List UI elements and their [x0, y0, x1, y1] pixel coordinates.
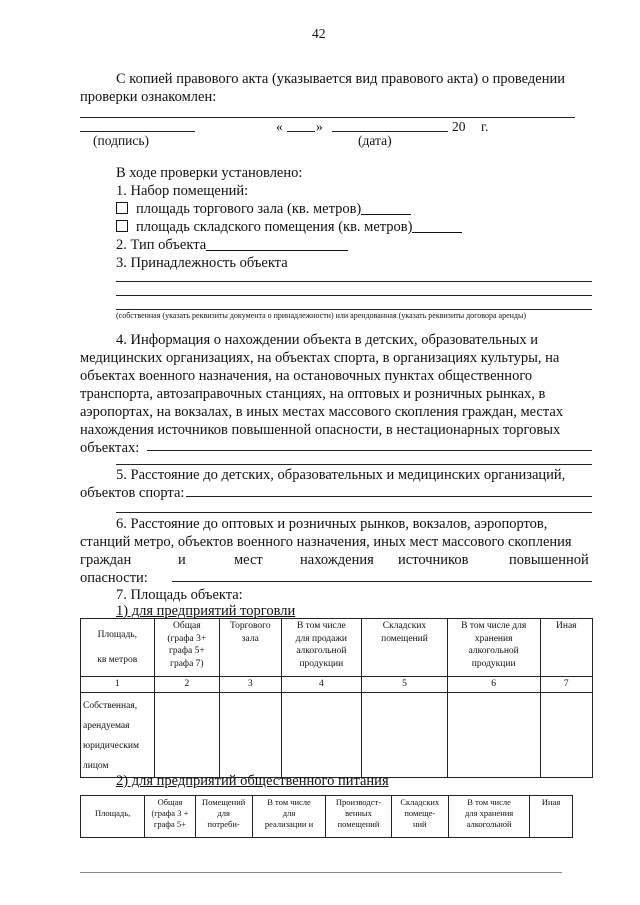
item4-line-6: нахождения источников повышенной опасности, в нестационарных торговых: [80, 422, 561, 438]
date-label: (дата): [358, 133, 392, 148]
item4-line-1: 4. Информация о нахождении объекта в детских, образовательных и: [116, 332, 538, 348]
sales-area-checkbox[interactable]: [116, 202, 128, 214]
header-cell: В том числе для реализации и: [252, 796, 326, 838]
item4-line-4: транспорта, автозаправочных станциях, на оптовых и розничных рынках, в: [80, 386, 546, 402]
ownership-note: (собственная (указать реквизиты документа о принадлежности) или арендованная (указать реквизиты договора аренды): [116, 311, 527, 320]
item4-line-7: объектах:: [80, 440, 140, 456]
table-cell[interactable]: [154, 692, 220, 777]
item4-line-5: аэропортах, на вокзалах, в иных местах массового скопления граждан, местах: [80, 404, 564, 420]
day-line: [287, 131, 315, 132]
findings-item-2: 2. Тип объекта: [116, 237, 207, 253]
item6-line-4: опасности:: [80, 570, 148, 586]
item6-line-3d: нахождения: [300, 552, 374, 568]
page-number: 42: [312, 26, 326, 41]
column-number: 1: [81, 677, 155, 693]
header-cell: Помещений для потреби-: [195, 796, 252, 838]
table-header-row: [81, 796, 573, 838]
year-prefix: 20: [452, 119, 466, 134]
item7-sub-2-text: 2) для предприятий общественного питания: [116, 773, 389, 789]
acquaint-fill-line: [80, 117, 575, 118]
item4-field-line-1[interactable]: [147, 450, 592, 451]
header-cell: Площадь, кв метров: [81, 619, 155, 677]
item4-field-line-2[interactable]: [116, 464, 592, 465]
ownership-line-1: [116, 281, 592, 282]
table-cell[interactable]: [220, 692, 281, 777]
month-line: [332, 131, 448, 132]
header-cell: Производст- венных помещений: [326, 796, 391, 838]
item6-line-2: станций метро, объектов военного назначения, иных мест массового скопления: [80, 534, 572, 550]
checkbox-row-1: [116, 201, 411, 217]
table-cell[interactable]: [281, 692, 362, 777]
column-number: 2: [154, 677, 220, 693]
storage-area-checkbox[interactable]: [116, 220, 128, 232]
catering-area-table: [80, 795, 573, 838]
item4-line-3: объектах военного назначения, на остановочных пунктах общественного: [80, 368, 533, 384]
item6-line-3f: повышенной: [509, 552, 589, 568]
footer-divider: [80, 872, 562, 873]
header-cell: Площадь,: [81, 796, 145, 838]
item5-line-1: 5. Расстояние до детских, образовательных и медицинских организаций,: [116, 467, 566, 483]
storage-area-field[interactable]: [412, 219, 462, 233]
item7-sub-2: [116, 773, 389, 789]
findings-item-3: 3. Принадлежность объекта: [116, 255, 288, 271]
findings-intro: В ходе проверки установлено:: [116, 165, 303, 181]
item6-field-line[interactable]: [172, 581, 592, 582]
column-number: 3: [220, 677, 281, 693]
header-cell: Иная: [530, 796, 573, 838]
item6-line-3e: источников: [398, 552, 469, 568]
quote-open: «: [276, 119, 283, 134]
quote-close: »: [316, 119, 323, 134]
item7-title: 7. Площадь объекта:: [116, 587, 243, 603]
header-cell: Общая (графа 3 + графа 5+: [145, 796, 196, 838]
header-cell: Общая (графа 3+ графа 5+ графа 7): [154, 619, 220, 677]
header-cell: Складских помеще- ний: [391, 796, 448, 838]
acquaint-line-2: проверки ознакомлен:: [80, 89, 217, 105]
acquaint-line-1: С копией правового акта (указывается вид правового акта) о проведении: [116, 71, 565, 87]
findings-item-1: 1. Набор помещений:: [116, 183, 249, 199]
sales-area-field[interactable]: [361, 201, 411, 215]
checkbox-row-2: [116, 219, 462, 235]
header-cell: В том числе для хранения алкогольной продукции: [447, 619, 540, 677]
item7-sub-1-text: 1) для предприятий торговли: [116, 603, 296, 619]
ownership-line-3: [116, 309, 592, 310]
findings-item-2-row: [116, 237, 348, 253]
item6-line-3b: и: [178, 552, 186, 568]
header-cell: В том числе для хранения алкогольной: [448, 796, 529, 838]
column-number: 7: [540, 677, 592, 693]
table-cell[interactable]: [447, 692, 540, 777]
sales-area-label: площадь торгового зала (кв. метров): [136, 201, 362, 217]
signature-label: (подпись): [93, 133, 150, 148]
item6-line-3a: граждан: [80, 552, 132, 568]
table-cell[interactable]: [540, 692, 592, 777]
item6-line-3c: мест: [234, 552, 263, 568]
item7-sub-1: [116, 603, 295, 619]
signature-line: [80, 131, 195, 132]
column-number: 4: [281, 677, 362, 693]
item6-line-1: 6. Расстояние до оптовых и розничных рынков, вокзалов, аэропортов,: [116, 516, 548, 532]
column-number: 6: [447, 677, 540, 693]
object-type-field[interactable]: [206, 237, 348, 251]
year-suffix: г.: [481, 119, 489, 134]
row-label-cell: Собственная, арендуемая юридическим лицом: [81, 692, 155, 777]
column-number: 5: [362, 677, 448, 693]
item4-line-2: медицинских организациях, на объектах спорта, в организациях культуры, на: [80, 350, 560, 366]
table-row: [81, 692, 593, 777]
ownership-line-2: [116, 295, 592, 296]
header-cell: Торгового зала: [220, 619, 281, 677]
header-cell: Иная: [540, 619, 592, 677]
item5-field-line-2[interactable]: [116, 512, 592, 513]
table-header-row: [81, 619, 593, 677]
table-cell[interactable]: [362, 692, 448, 777]
storage-area-label: площадь складского помещения (кв. метров): [136, 219, 413, 235]
item5-line-2: объектов спорта:: [80, 485, 185, 501]
trade-area-table: [80, 618, 593, 778]
table-number-row: [81, 677, 593, 693]
header-cell: Складских помещений: [362, 619, 448, 677]
header-cell: В том числе для продажи алкогольной продукции: [281, 619, 362, 677]
item5-field-line-1[interactable]: [186, 496, 592, 497]
